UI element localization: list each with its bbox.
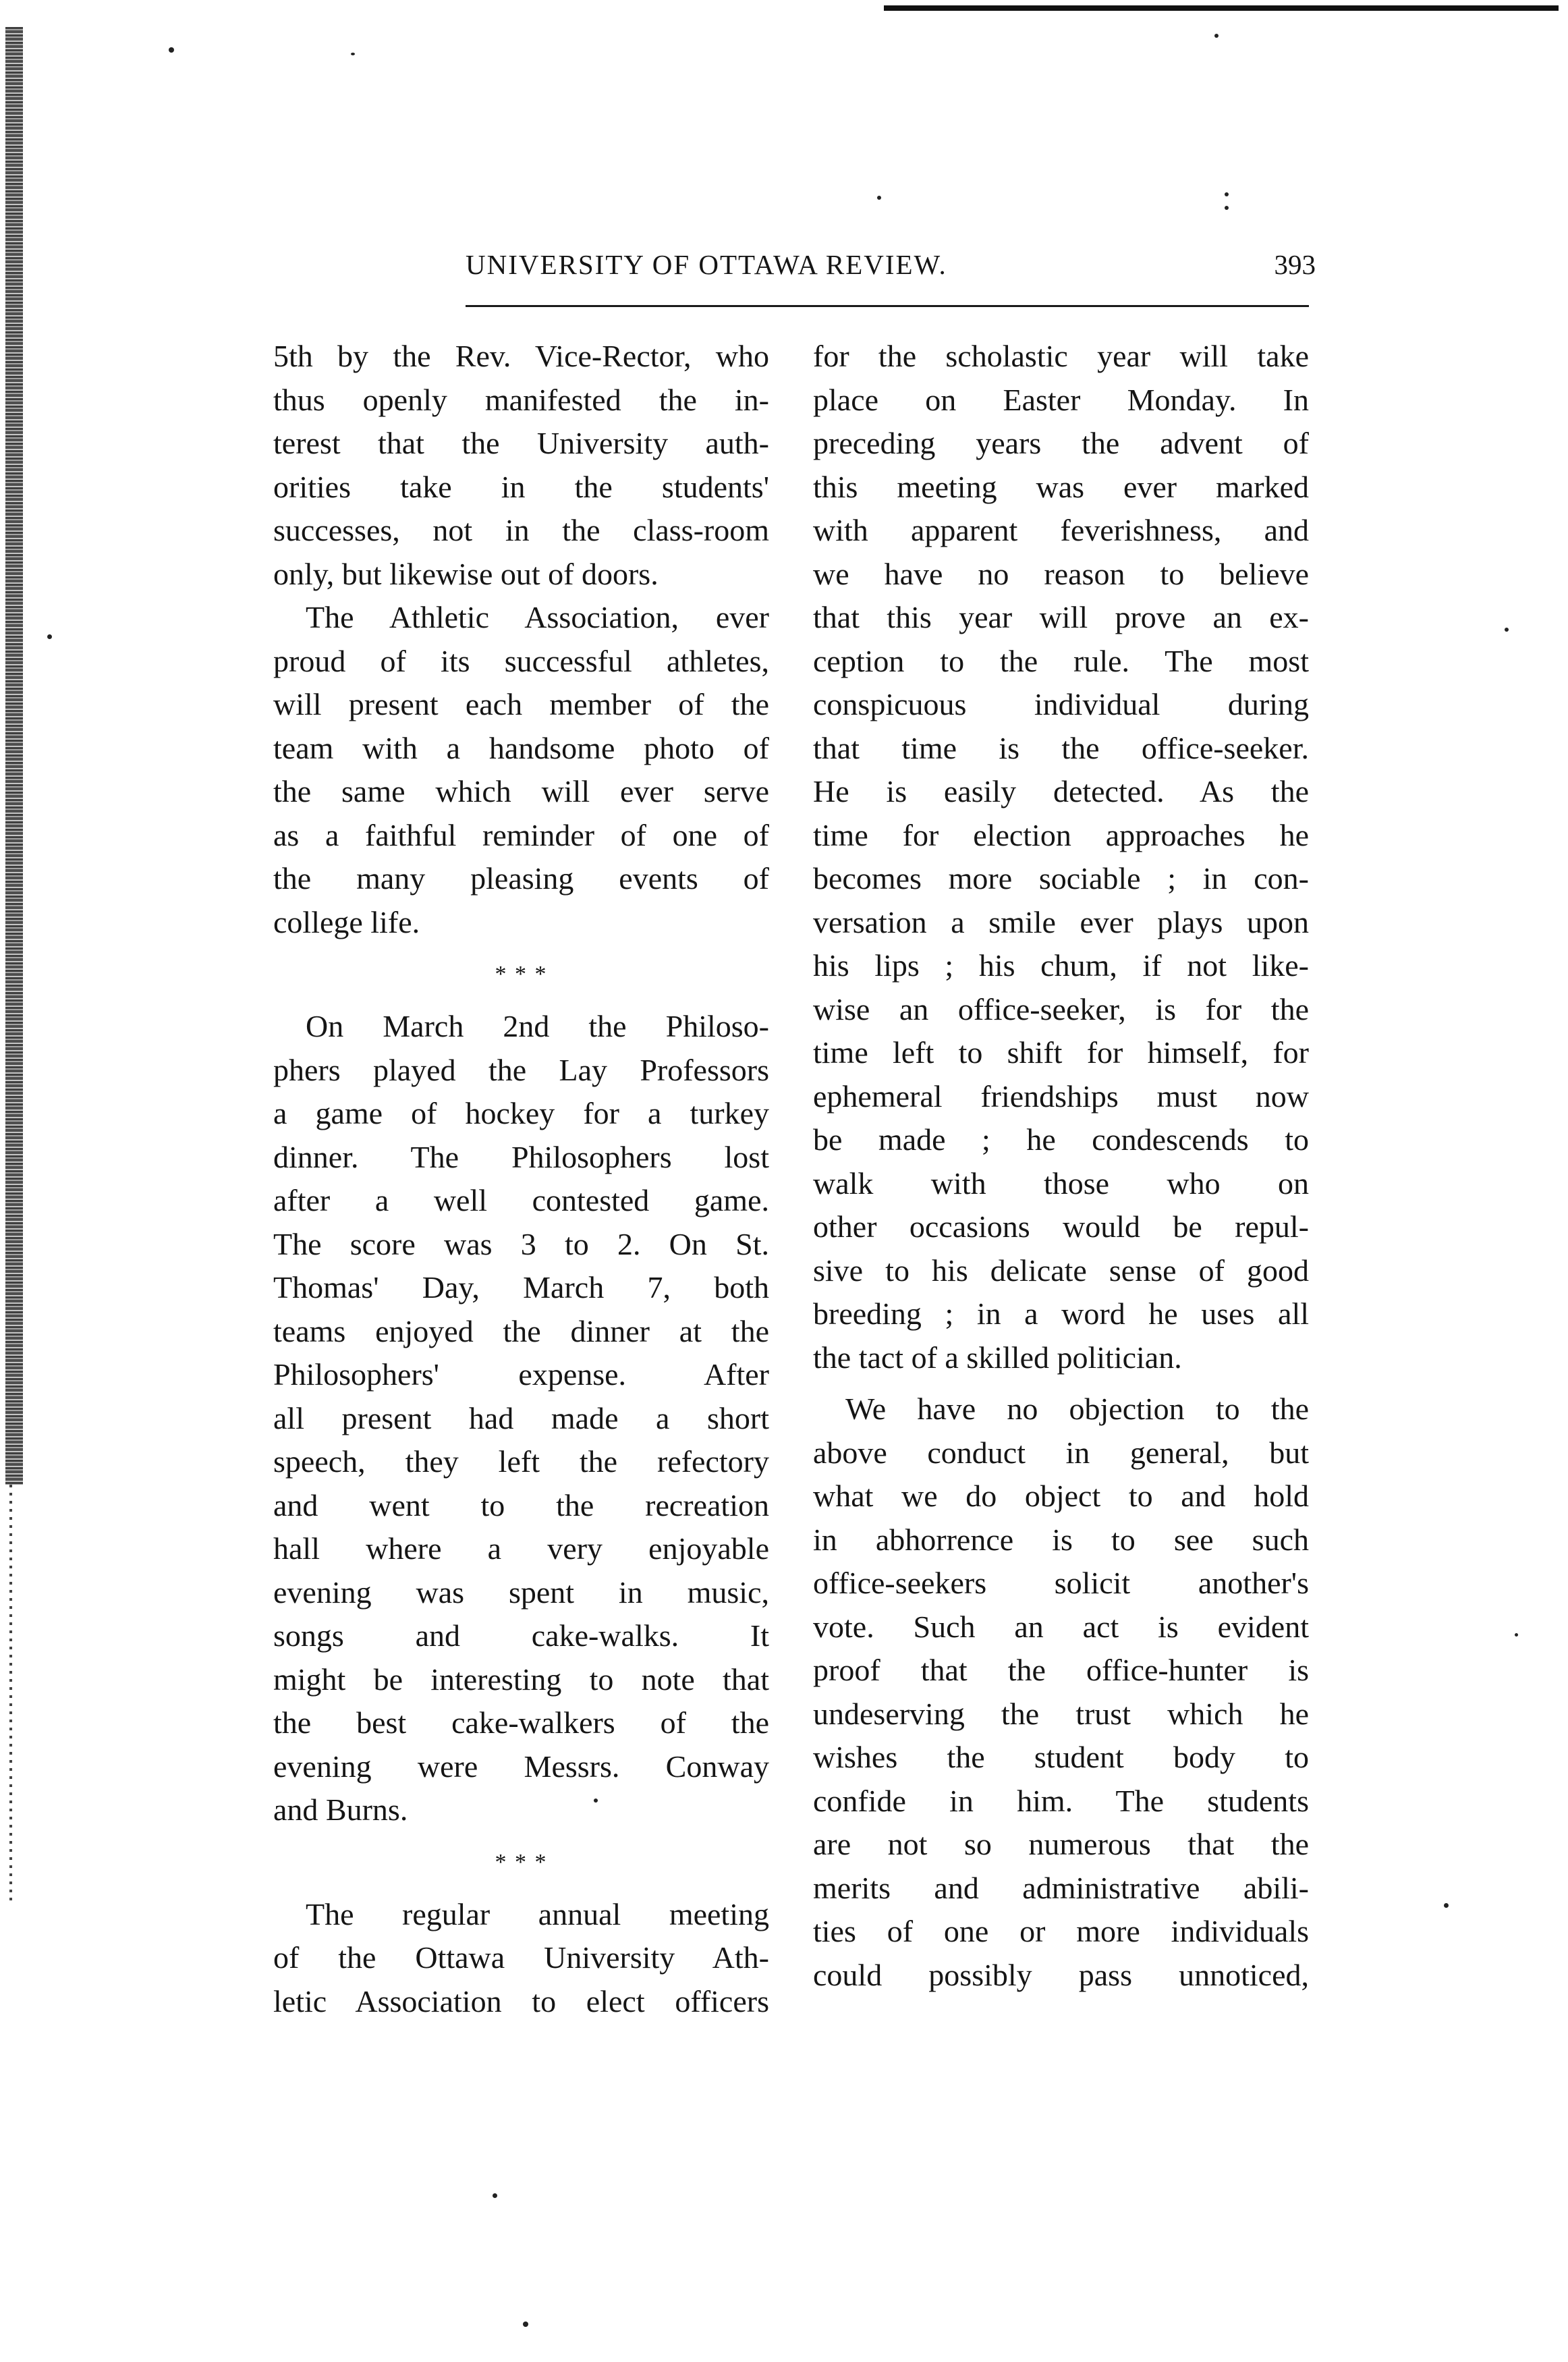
text-line: are not so numerous that the bbox=[813, 1827, 1309, 1861]
text-line: The score was 3 to 2. On St. bbox=[273, 1226, 769, 1261]
left-column bbox=[273, 335, 769, 2023]
text-line: Thomas' Day, March 7, both bbox=[273, 1270, 769, 1304]
scan-speck bbox=[351, 53, 355, 55]
text-line: only, but likewise out of doors. bbox=[273, 556, 659, 591]
text-line: orities take in the students' bbox=[273, 469, 769, 504]
text-line: proof that the office-hunter is bbox=[813, 1653, 1309, 1687]
binding-edge-shadow bbox=[5, 27, 23, 1485]
running-title: UNIVERSITY OF OTTAWA REVIEW. bbox=[466, 249, 947, 280]
text-line: speech, they left the refectory bbox=[273, 1444, 769, 1479]
text-line: will present each member of the bbox=[273, 687, 769, 721]
text-line: in abhorrence is to see such bbox=[813, 1522, 1309, 1557]
text-line: this meeting was ever marked bbox=[813, 469, 1309, 504]
text-line: walk with those who on bbox=[813, 1165, 1309, 1201]
text-line: breeding ; in a word he uses all bbox=[813, 1296, 1309, 1331]
scan-speck bbox=[1225, 192, 1229, 196]
text-line: On March 2nd the Philoso- bbox=[306, 1009, 769, 1043]
text-line: songs and cake-walks. It bbox=[273, 1618, 769, 1653]
text-line: college life. bbox=[273, 904, 420, 939]
text-line: what we do object to and hold bbox=[813, 1479, 1309, 1513]
text-line: wishes the student body to bbox=[813, 1740, 1309, 1774]
text-line: above conduct in general, but bbox=[813, 1435, 1309, 1470]
text-line: after a well contested game. bbox=[273, 1183, 769, 1217]
scan-speck bbox=[169, 47, 174, 53]
text-line: and went to the recreation bbox=[273, 1487, 769, 1522]
scan-speck bbox=[1505, 628, 1509, 632]
binding-edge-dashes bbox=[9, 1485, 12, 1903]
paragraph bbox=[273, 335, 769, 596]
top-edge-rule bbox=[884, 5, 1559, 11]
scan-speck bbox=[1444, 1903, 1449, 1908]
text-line: versation a smile ever plays upon bbox=[813, 904, 1309, 939]
asterism-divider: * * * bbox=[495, 1849, 548, 1875]
header-rule bbox=[466, 305, 1309, 307]
text-line: phers played the Lay Professors bbox=[273, 1052, 769, 1087]
text-line: 5th by the Rev. Vice-Rector, who bbox=[273, 339, 769, 373]
text-line: successes, not in the class-room bbox=[273, 513, 769, 547]
text-line: might be interesting to note that bbox=[273, 1661, 769, 1697]
text-line: other occasions would be repul- bbox=[813, 1209, 1309, 1244]
text-line: all present had made a short bbox=[273, 1400, 769, 1435]
asterism-divider: * * * bbox=[495, 962, 548, 987]
text-line: evening was spent in music, bbox=[273, 1574, 769, 1610]
text-line: ception to the rule. The most bbox=[813, 643, 1309, 678]
text-line: his lips ; his chum, if not like- bbox=[813, 948, 1309, 983]
text-line: as a faithful reminder of one of bbox=[273, 817, 769, 852]
text-line: place on Easter Monday. In bbox=[813, 382, 1309, 417]
text-line: We have no objection to the bbox=[845, 1392, 1309, 1426]
text-line: and Burns. bbox=[273, 1792, 408, 1827]
scan-speck bbox=[523, 2322, 528, 2327]
paragraph bbox=[273, 596, 769, 944]
text-line: Philosophers' expense. After bbox=[273, 1357, 769, 1392]
text-line: that time is the office-seeker. bbox=[813, 730, 1309, 765]
text-line: vote. Such an act is evident bbox=[813, 1609, 1309, 1644]
text-line: preceding years the advent of bbox=[813, 426, 1309, 460]
scan-speck bbox=[493, 2193, 497, 2198]
text-line: the best cake-walkers of the bbox=[273, 1705, 769, 1740]
text-line: The Athletic Association, ever bbox=[306, 600, 769, 634]
text-line: ephemeral friendships must now bbox=[813, 1078, 1309, 1114]
scan-speck bbox=[1225, 206, 1229, 210]
text-line: merits and administrative abili- bbox=[813, 1870, 1309, 1905]
paragraph-gap bbox=[813, 1379, 1309, 1388]
text-line: be made ; he condescends to bbox=[813, 1122, 1309, 1157]
text-line: wise an office-seeker, is for the bbox=[813, 991, 1309, 1026]
text-line: the tact of a skilled politician. bbox=[813, 1340, 1182, 1375]
text-line: that this year will prove an ex- bbox=[813, 600, 1309, 634]
paragraph bbox=[273, 1005, 769, 1832]
text-line: team with a handsome photo of bbox=[273, 730, 769, 765]
page-number: 393 bbox=[1274, 249, 1316, 280]
paragraph bbox=[813, 1388, 1309, 1997]
right-column bbox=[813, 335, 1309, 1997]
text-line: becomes more sociable ; in con- bbox=[813, 861, 1309, 896]
text-line: with apparent feverishness, and bbox=[813, 513, 1309, 547]
text-line: time left to shift for himself, for bbox=[813, 1035, 1309, 1070]
text-line: we have no reason to believe bbox=[813, 556, 1309, 591]
scan-speck bbox=[1515, 1633, 1518, 1637]
text-line: thus openly manifested the in- bbox=[273, 382, 769, 417]
text-line: time for election approaches he bbox=[813, 817, 1309, 852]
text-line: ties of one or more individuals bbox=[813, 1914, 1309, 1948]
text-line: could possibly pass unnoticed, bbox=[813, 1957, 1309, 1992]
scan-speck bbox=[47, 634, 52, 639]
text-line: the same which will ever serve bbox=[273, 774, 769, 808]
paragraph bbox=[813, 335, 1309, 1379]
paragraph bbox=[273, 1893, 769, 2024]
text-line: office-seekers solicit another's bbox=[813, 1566, 1309, 1600]
text-line: a game of hockey for a turkey bbox=[273, 1096, 769, 1130]
text-line: He is easily detected. As the bbox=[813, 774, 1309, 808]
text-line: teams enjoyed the dinner at the bbox=[273, 1313, 769, 1348]
text-line: for the scholastic year will take bbox=[813, 339, 1309, 373]
scan-speck bbox=[1214, 34, 1219, 38]
text-line: letic Association to elect officers bbox=[273, 1983, 769, 2018]
text-line: hall where a very enjoyable bbox=[273, 1531, 769, 1566]
text-line: confide in him. The students bbox=[813, 1783, 1309, 1818]
text-line: evening were Messrs. Conway bbox=[273, 1749, 769, 1784]
page-header bbox=[466, 248, 1316, 289]
text-line: proud of its successful athletes, bbox=[273, 643, 769, 678]
text-line: sive to his delicate sense of good bbox=[813, 1253, 1309, 1288]
text-line: terest that the University auth- bbox=[273, 426, 769, 460]
text-line: the many pleasing events of bbox=[273, 861, 769, 896]
text-line: of the Ottawa University Ath- bbox=[273, 1940, 769, 1975]
text-line: The regular annual meeting bbox=[306, 1896, 769, 1931]
text-line: dinner. The Philosophers lost bbox=[273, 1139, 769, 1174]
text-line: conspicuous individual during bbox=[813, 687, 1309, 721]
scan-speck bbox=[877, 196, 881, 200]
text-line: undeserving the trust which he bbox=[813, 1696, 1309, 1731]
